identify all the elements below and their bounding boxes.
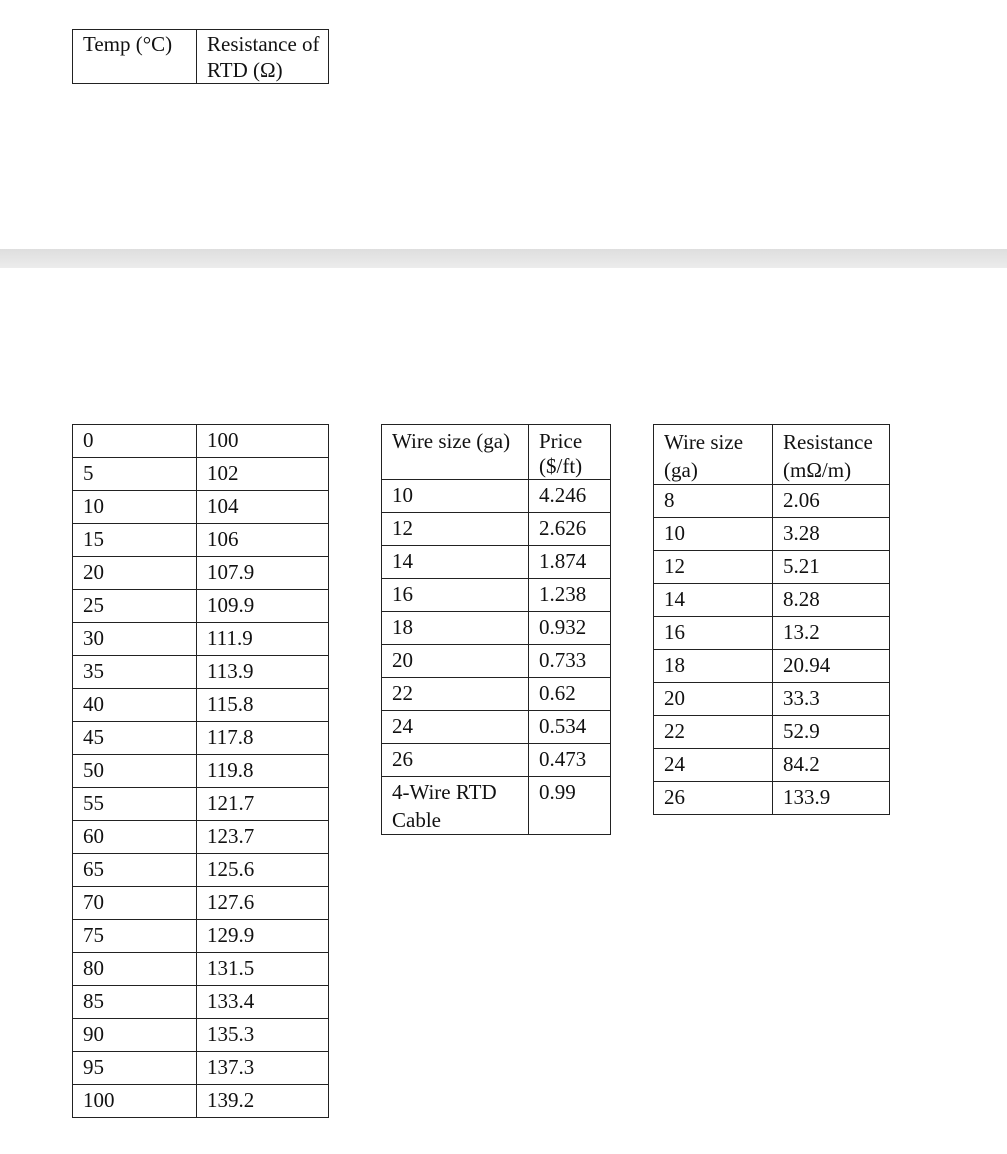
value-cell: 33.3 [773, 683, 890, 716]
value-cell: 2.06 [773, 485, 890, 518]
value-cell: 5.21 [773, 551, 890, 584]
table-row [382, 612, 611, 645]
key-cell: 85 [73, 986, 197, 1019]
key-cell: 25 [73, 590, 197, 623]
key-cell: 14 [654, 584, 773, 617]
table-row [382, 711, 611, 744]
value-cell: 111.9 [197, 623, 329, 656]
table-row [73, 821, 329, 854]
value-cell: 0.534 [529, 711, 611, 744]
key-cell: 22 [654, 716, 773, 749]
key-cell: 22 [382, 678, 529, 711]
value-cell: 100 [197, 425, 329, 458]
wire-size-header-cell: Wire size (ga) [382, 425, 529, 480]
wire-resistance-table [653, 424, 890, 815]
table-row [654, 518, 890, 551]
key-cell: 12 [654, 551, 773, 584]
value-cell: 131.5 [197, 953, 329, 986]
value-cell: 13.2 [773, 617, 890, 650]
key-cell: 80 [73, 953, 197, 986]
wire-size-header-cell: Wire size (ga) [654, 425, 773, 485]
table-header-row [73, 30, 329, 84]
key-cell: 90 [73, 1019, 197, 1052]
key-cell: 45 [73, 722, 197, 755]
table-row [382, 744, 611, 777]
table-row [382, 546, 611, 579]
value-cell: 127.6 [197, 887, 329, 920]
value-cell: 115.8 [197, 689, 329, 722]
table-row [73, 920, 329, 953]
table-row [382, 645, 611, 678]
key-cell: 5 [73, 458, 197, 491]
table-row [73, 458, 329, 491]
key-cell: 60 [73, 821, 197, 854]
rtd-resistance-table [72, 424, 329, 1118]
key-cell: 24 [654, 749, 773, 782]
key-cell: 35 [73, 656, 197, 689]
table-row [654, 584, 890, 617]
key-cell: 65 [73, 854, 197, 887]
key-cell: 10 [654, 518, 773, 551]
table-row [73, 656, 329, 689]
key-cell: 14 [382, 546, 529, 579]
table-row [73, 491, 329, 524]
value-cell: 4.246 [529, 480, 611, 513]
table-row [73, 425, 329, 458]
table-row [654, 617, 890, 650]
table-row [73, 755, 329, 788]
rtd-header-table [72, 29, 329, 84]
table-row [73, 1085, 329, 1118]
table-row [382, 513, 611, 546]
table-row [73, 722, 329, 755]
resistance-header-cell: Resistance (mΩ/m) [773, 425, 890, 485]
table-row [73, 590, 329, 623]
table-row [73, 986, 329, 1019]
key-cell: 26 [654, 782, 773, 815]
key-cell: 26 [382, 744, 529, 777]
table-row [73, 557, 329, 590]
value-cell: 109.9 [197, 590, 329, 623]
table-header-row [382, 425, 611, 480]
value-cell: 133.9 [773, 782, 890, 815]
value-cell: 8.28 [773, 584, 890, 617]
value-cell: 0.99 [529, 777, 611, 835]
value-cell: 107.9 [197, 557, 329, 590]
table-row [382, 678, 611, 711]
key-cell: 75 [73, 920, 197, 953]
key-cell: 20 [73, 557, 197, 590]
value-cell: 52.9 [773, 716, 890, 749]
key-cell: 24 [382, 711, 529, 744]
key-cell: 4-Wire RTD Cable [382, 777, 529, 835]
key-cell: 16 [382, 579, 529, 612]
value-cell: 0.62 [529, 678, 611, 711]
value-cell: 84.2 [773, 749, 890, 782]
table-row [654, 782, 890, 815]
key-cell: 18 [654, 650, 773, 683]
value-cell: 2.626 [529, 513, 611, 546]
page-break-divider [0, 249, 1007, 268]
value-cell: 139.2 [197, 1085, 329, 1118]
key-cell: 100 [73, 1085, 197, 1118]
value-cell: 0.473 [529, 744, 611, 777]
table-row [73, 623, 329, 656]
key-cell: 30 [73, 623, 197, 656]
value-cell: 104 [197, 491, 329, 524]
table-row [73, 953, 329, 986]
value-cell: 20.94 [773, 650, 890, 683]
key-cell: 15 [73, 524, 197, 557]
key-cell: 20 [382, 645, 529, 678]
temp-header-cell: Temp (°C) [73, 30, 197, 84]
key-cell: 18 [382, 612, 529, 645]
table-row [73, 887, 329, 920]
key-cell: 95 [73, 1052, 197, 1085]
table-row [654, 683, 890, 716]
value-cell: 102 [197, 458, 329, 491]
key-cell: 70 [73, 887, 197, 920]
table-row [382, 579, 611, 612]
key-cell: 16 [654, 617, 773, 650]
table-row [73, 689, 329, 722]
key-cell: 10 [73, 491, 197, 524]
value-cell: 119.8 [197, 755, 329, 788]
key-cell: 55 [73, 788, 197, 821]
value-cell: 3.28 [773, 518, 890, 551]
value-cell: 129.9 [197, 920, 329, 953]
table-row [654, 551, 890, 584]
table-row [654, 749, 890, 782]
key-cell: 50 [73, 755, 197, 788]
value-cell: 123.7 [197, 821, 329, 854]
table-header-row [654, 425, 890, 485]
table-row [382, 480, 611, 513]
value-cell: 1.874 [529, 546, 611, 579]
table-row [73, 1019, 329, 1052]
value-cell: 1.238 [529, 579, 611, 612]
table-row [654, 485, 890, 518]
key-cell: 12 [382, 513, 529, 546]
value-cell: 113.9 [197, 656, 329, 689]
value-cell: 0.932 [529, 612, 611, 645]
value-cell: 125.6 [197, 854, 329, 887]
value-cell: 0.733 [529, 645, 611, 678]
value-cell: 133.4 [197, 986, 329, 1019]
table-row [73, 788, 329, 821]
price-header-cell: Price ($/ft) [529, 425, 611, 480]
table-row [654, 716, 890, 749]
value-cell: 117.8 [197, 722, 329, 755]
key-cell: 10 [382, 480, 529, 513]
resistance-header-cell: Resistance of RTD (Ω) [197, 30, 329, 84]
wire-price-table [381, 424, 611, 835]
table-row [73, 854, 329, 887]
table-row [382, 777, 611, 835]
key-cell: 0 [73, 425, 197, 458]
key-cell: 20 [654, 683, 773, 716]
table-row [73, 524, 329, 557]
table-row [73, 1052, 329, 1085]
value-cell: 121.7 [197, 788, 329, 821]
value-cell: 137.3 [197, 1052, 329, 1085]
table-row [654, 650, 890, 683]
value-cell: 106 [197, 524, 329, 557]
key-cell: 8 [654, 485, 773, 518]
key-cell: 40 [73, 689, 197, 722]
value-cell: 135.3 [197, 1019, 329, 1052]
